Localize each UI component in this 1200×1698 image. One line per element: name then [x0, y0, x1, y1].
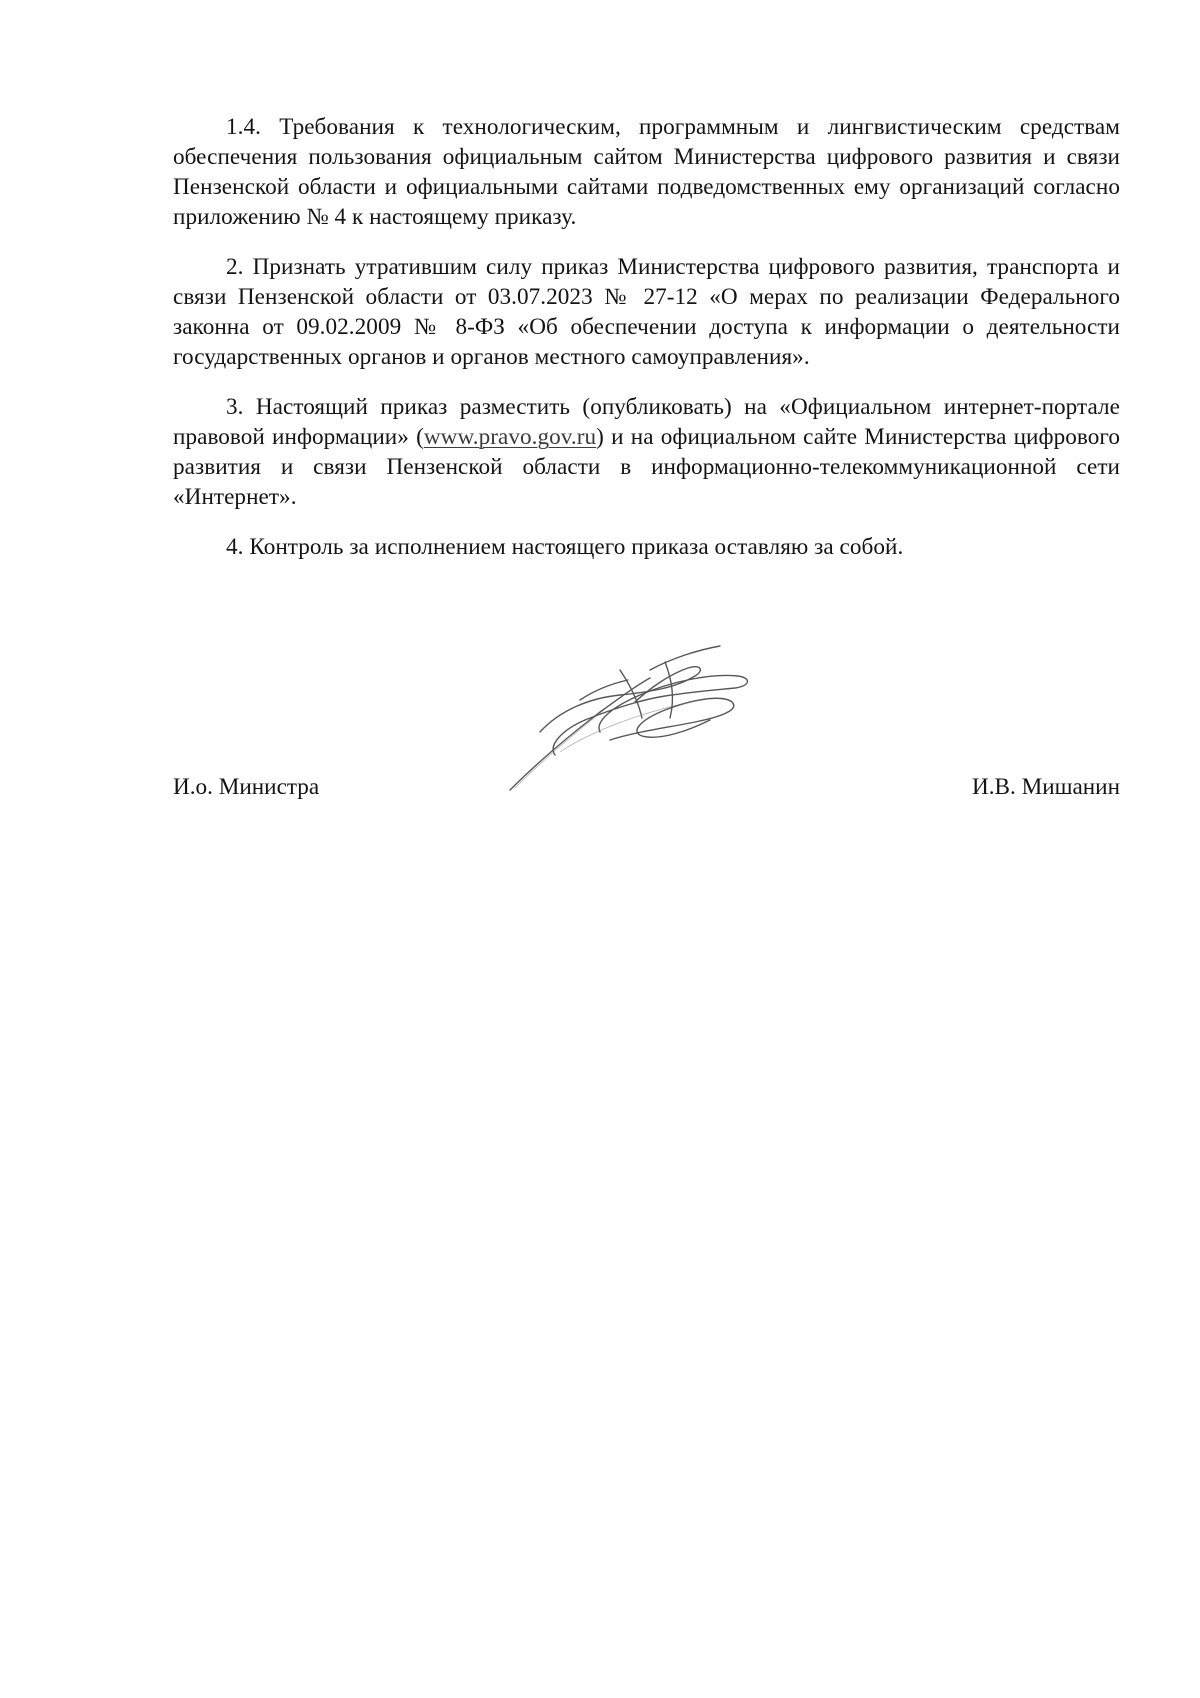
pravo-gov-link[interactable]: www.pravo.gov.ru [423, 424, 597, 450]
signatory-position: И.о. Министра [173, 774, 320, 800]
paragraph-3-text-before: 3. Настоящий приказ разместить (опубликовать) на «Официальном интернет-портале правовой информации» ( [173, 394, 1120, 450]
document-body [173, 112, 1120, 582]
paragraph-4: 4. Контроль за исполнением настоящего приказа оставляю за собой. [226, 534, 904, 560]
paragraph-3-text-after: ) и на официальном сайте Министерства цифрового развития и связи Пензенской области в информационно-телекоммуникационной сети «Интернет». [173, 424, 1120, 510]
paragraph-1-4: 1.4. Требования к технологическим, программным и лингвистическим средствам обеспечения пользования официальным сайтом Министерства цифрового развития и связи Пензенской области и официальными сайтами подведомственных ему организаций согласно приложению № 4 к настоящему приказу. [173, 114, 1120, 230]
paragraph-2: 2. Признать утратившим силу приказ Министерства цифрового развития, транспорта и связи Пензенской области от 03.07.2023 № 27-12 «О мерах по реализации Федерального законна от 09.02.2009 № 8-ФЗ «Об обеспечении доступа к информации о деятельности государственных органов и органов местного самоуправления». [173, 254, 1120, 370]
signatory-name: И.В. Мишанин [971, 774, 1120, 800]
paragraph-3 [173, 392, 1120, 512]
signature-block [173, 760, 1120, 800]
